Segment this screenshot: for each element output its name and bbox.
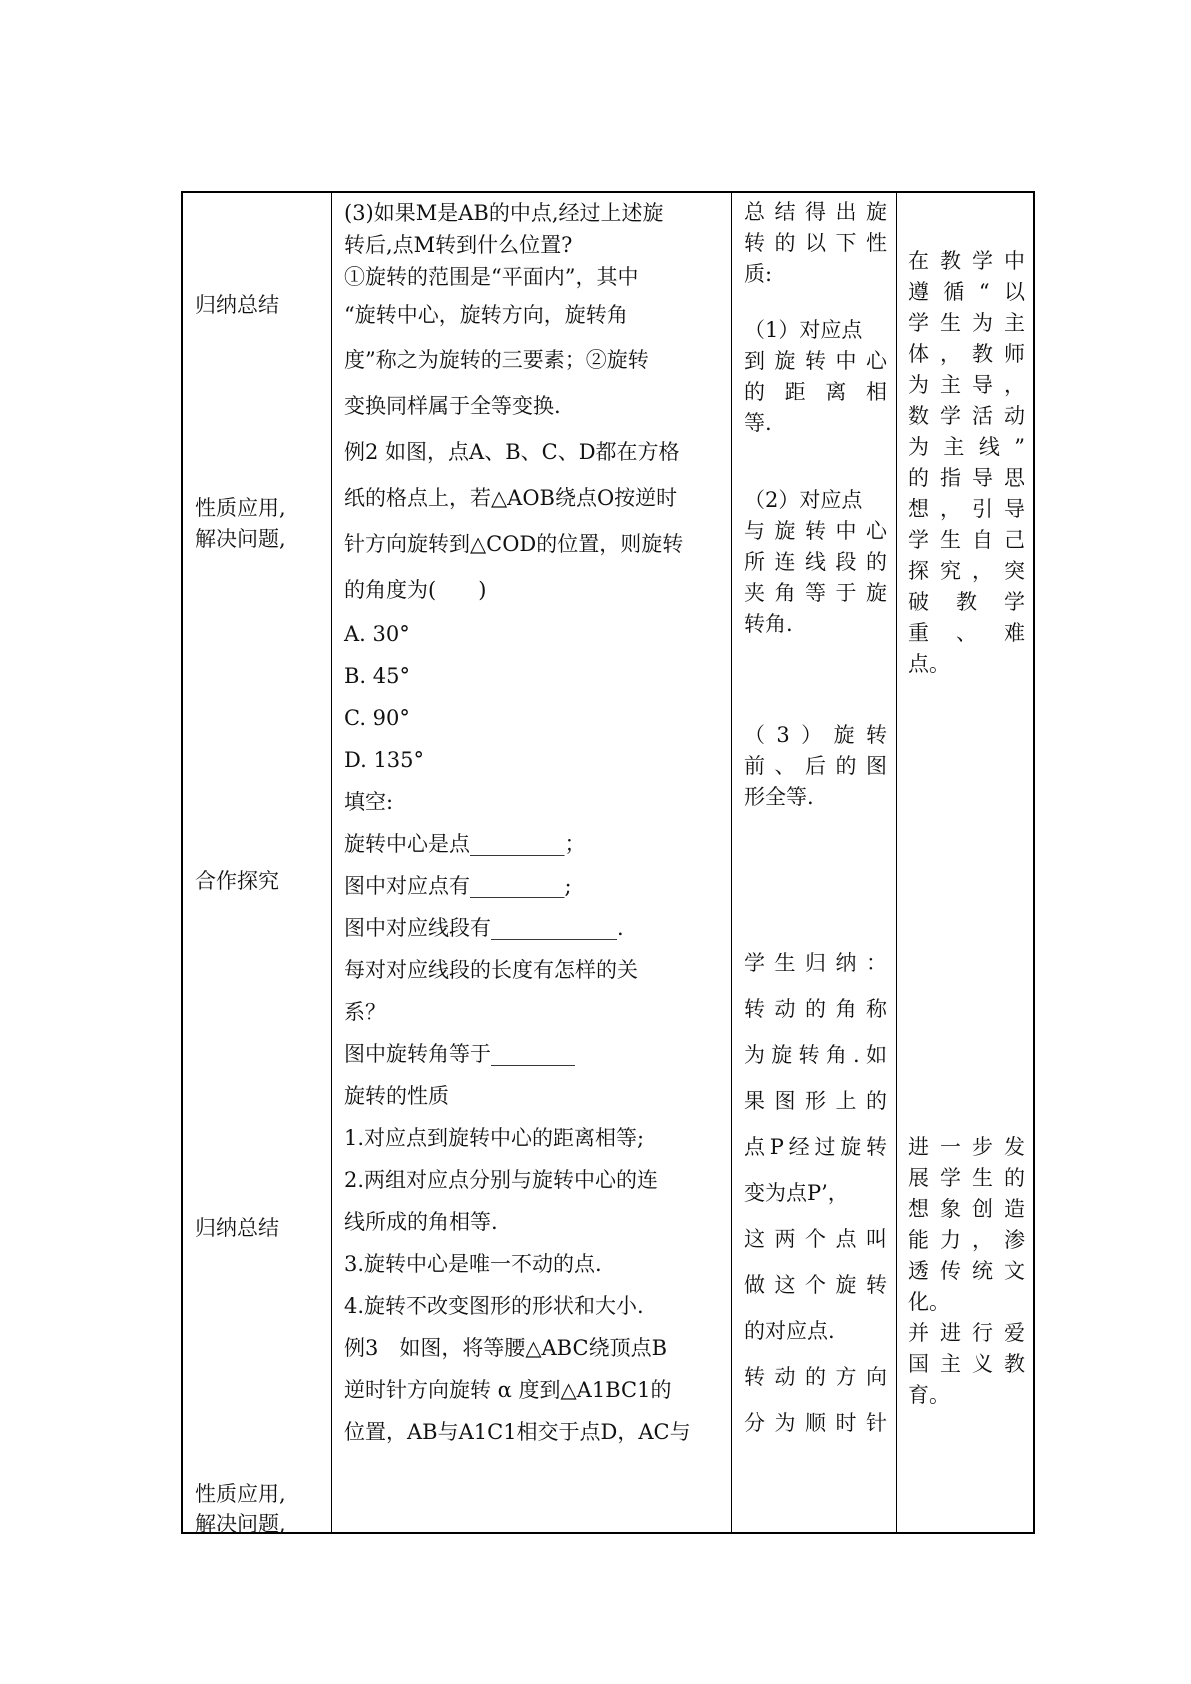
content-line: 系？ — [344, 1000, 386, 1024]
intent-line: 进一步发 — [908, 1135, 1025, 1159]
activity-line: 夹角等于旋 — [744, 581, 887, 605]
content-line: 变换同样属于全等变换. — [344, 394, 561, 418]
content-line: 针方向旋转到△COD的位置，则旋转 — [344, 532, 684, 556]
design-intent-column — [897, 193, 1035, 1532]
content-line: 逆时针方向旋转 α 度到△A1BC1的 — [344, 1378, 672, 1402]
intent-line: 遵循“以 — [908, 280, 1025, 304]
answer-option: D. 135° — [344, 748, 425, 772]
activity-line: 所连线段的 — [744, 550, 887, 574]
stage-label: 归纳总结 — [195, 293, 279, 317]
content-line: 的角度为( ) — [344, 578, 487, 602]
activity-line: 转的以下性 — [744, 231, 887, 255]
activity-line: 总结得出旋 — [744, 200, 887, 224]
content-line: “旋转中心，旋转方向，旋转角 — [344, 303, 628, 327]
content-column — [332, 193, 732, 1532]
activity-line: 转动的方向 — [744, 1365, 887, 1389]
activity-line: 做这个旋转 — [744, 1273, 887, 1297]
content-line: 位置，AB与A1C1相交于点D，AC与 — [344, 1420, 691, 1444]
activity-line: 等. — [744, 411, 772, 435]
content-line: 3.旋转中心是唯一不动的点. — [344, 1252, 602, 1276]
intent-line: 想，引导 — [908, 497, 1025, 521]
stage-label: 归纳总结 — [195, 1216, 279, 1240]
intent-line: 探究，突 — [908, 559, 1025, 583]
intent-line: 育。 — [908, 1383, 950, 1407]
activity-line: 的对应点. — [744, 1319, 835, 1343]
content-line: 纸的格点上，若△AOB绕点O按逆时 — [344, 486, 678, 510]
lesson-plan-table — [181, 191, 1035, 1534]
intent-line: 的指导思 — [908, 466, 1025, 490]
content-line: 转后,点M转到什么位置? — [344, 233, 573, 257]
stage-label: 性质应用, — [195, 1482, 286, 1506]
stage-label: 解决问题, — [195, 527, 286, 551]
content-line: ①旋转的范围是“平面内”，其中 — [344, 265, 639, 289]
activity-line: （2）对应点 — [744, 488, 863, 512]
activity-line: 前、后的图 — [744, 754, 887, 778]
intent-line: 透传统文 — [908, 1259, 1025, 1283]
activity-line: 与旋转中心 — [744, 519, 887, 543]
intent-line: 点。 — [908, 652, 950, 676]
content-line: 4.旋转不改变图形的形状和大小. — [344, 1294, 644, 1318]
content-line: 例2 如图，点A、B、C、D都在方格 — [344, 440, 680, 464]
intent-line: 学生自己 — [908, 528, 1025, 552]
intent-line: 学生为主 — [908, 311, 1025, 335]
fill-blank-line: 图中对应点有_________; — [344, 874, 572, 898]
fill-blank-line: 图中旋转角等于________ — [344, 1042, 575, 1066]
student-activity-column — [732, 193, 897, 1532]
activity-line: 转动的角称 — [744, 997, 887, 1021]
stage-label: 性质应用, — [195, 496, 286, 520]
activity-line: 点P经过旋转 — [744, 1135, 887, 1159]
activity-line: （3）旋转 — [744, 723, 887, 747]
intent-line: 并进行爱 — [908, 1321, 1025, 1345]
activity-line: 质: — [744, 262, 773, 286]
intent-line: 在教学中 — [908, 249, 1025, 273]
content-line: 填空: — [344, 790, 394, 814]
intent-line: 化。 — [908, 1290, 950, 1314]
intent-line: 体，教师 — [908, 342, 1025, 366]
activity-line: 果图形上的 — [744, 1089, 887, 1113]
content-line: 线所成的角相等. — [344, 1210, 498, 1234]
intent-line: 破教学 — [908, 590, 1025, 614]
activity-line: 形全等. — [744, 785, 814, 809]
activity-line: 转角. — [744, 612, 793, 636]
fill-blank-line: 旋转中心是点_________； — [344, 832, 586, 856]
content-line: 2.两组对应点分别与旋转中心的连 — [344, 1168, 659, 1192]
activity-line: 这两个点叫 — [744, 1227, 887, 1251]
content-line: 例3 如图，将等腰△ABC绕顶点B — [344, 1336, 667, 1360]
activity-line: （1）对应点 — [744, 318, 863, 342]
activity-line: 学生归纳： — [744, 951, 887, 975]
activity-line: 到旋转中心 — [744, 349, 887, 373]
intent-line: 为主导， — [908, 373, 1025, 397]
activity-line: 为旋转角.如 — [744, 1043, 887, 1067]
content-line: 旋转的性质 — [344, 1084, 449, 1108]
content-line: (3)如果M是AB的中点,经过上述旋 — [344, 201, 664, 225]
intent-line: 重、难 — [908, 621, 1025, 645]
intent-line: 为主线” — [908, 435, 1025, 459]
activity-line: 分为顺时针 — [744, 1411, 887, 1435]
content-line: 1.对应点到旋转中心的距离相等; — [344, 1126, 645, 1150]
activity-line: 变为点P’， — [744, 1181, 849, 1205]
intent-line: 能力，渗 — [908, 1228, 1025, 1252]
stage-label: 合作探究 — [195, 869, 279, 893]
intent-line: 数学活动 — [908, 404, 1025, 428]
answer-option: B. 45° — [344, 664, 411, 688]
stage-label: 解决问题, — [195, 1512, 286, 1536]
content-line: 每对对应线段的长度有怎样的关 — [344, 958, 638, 982]
answer-option: A. 30° — [344, 622, 410, 646]
answer-option: C. 90° — [344, 706, 410, 730]
intent-line: 展学生的 — [908, 1166, 1025, 1190]
fill-blank-line: 图中对应线段有____________. — [344, 916, 624, 940]
content-line: 度”称之为旋转的三要素；②旋转 — [344, 348, 649, 372]
intent-line: 想象创造 — [908, 1197, 1025, 1221]
activity-line: 的距离相 — [744, 380, 887, 404]
stage-column — [183, 193, 332, 1536]
intent-line: 国主义教 — [908, 1352, 1025, 1376]
